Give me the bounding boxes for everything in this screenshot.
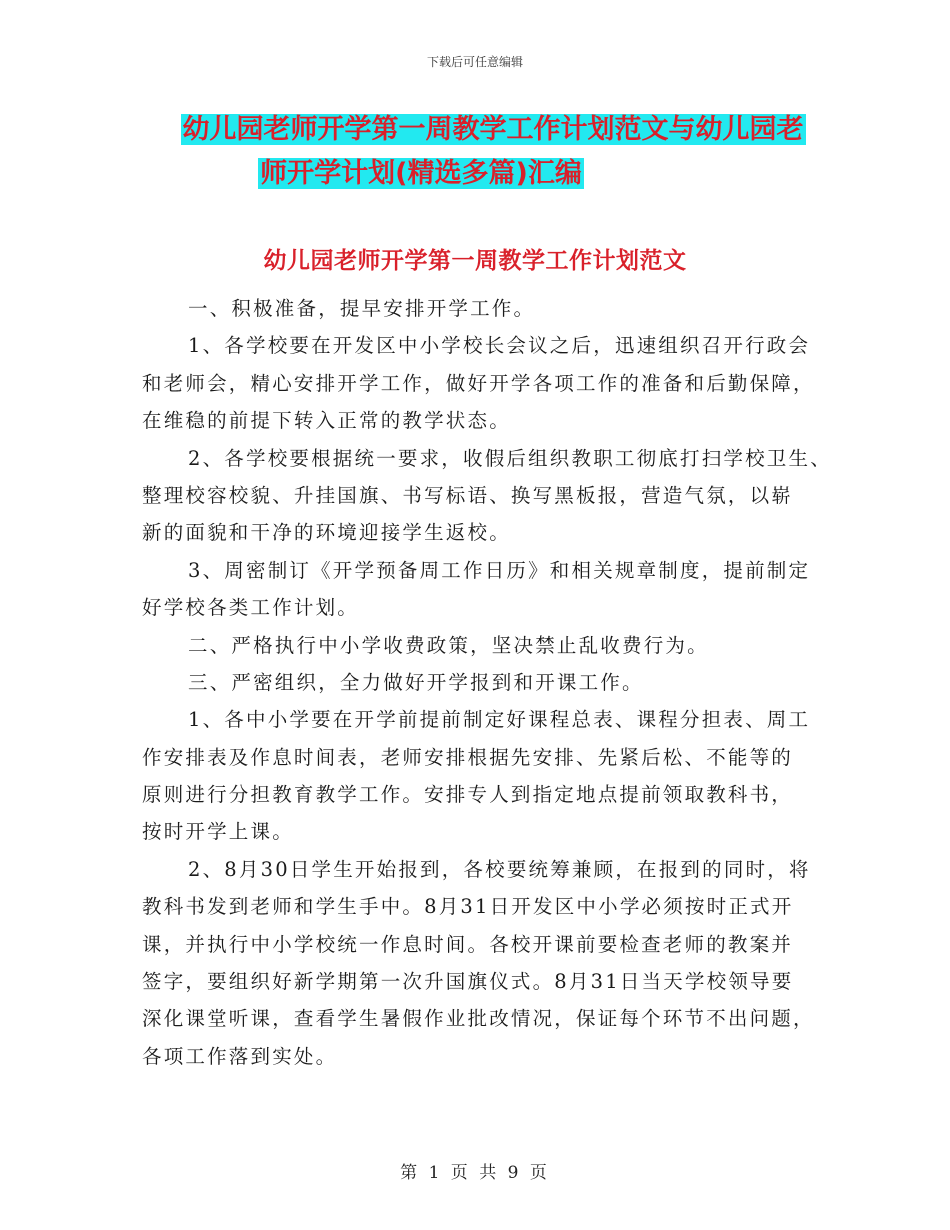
- paragraph-line: 整理校容校貌、升挂国旗、书写标语、换写黑板报，营造气氛，以崭: [142, 483, 794, 507]
- paragraph-line: 3、周密制订《开学预备周工作日历》和相关规章制度，提前制定: [188, 558, 811, 582]
- paragraph-line: 深化课堂听课，查看学生暑假作业批改情况，保证每个环节不出问题，: [142, 1007, 815, 1031]
- paragraph-line: 作安排表及作息时间表，老师安排根据先安排、先紧后松、不能等的: [142, 745, 794, 769]
- paragraph-line: 新的面貌和干净的环境迎接学生返校。: [142, 521, 511, 545]
- document-title-line-1: [18, 108, 950, 152]
- paragraph-line: 2、各学校要根据统一要求，收假后组织教职工彻底打扫学校卫生、: [188, 446, 832, 470]
- paragraph-line: 二、严格执行中小学收费政策，坚决禁止乱收费行为。: [188, 633, 709, 657]
- section-title: 幼儿园老师开学第一周教学工作计划范文: [263, 248, 687, 274]
- paragraph-line: 各项工作落到实处。: [142, 1044, 338, 1068]
- document-title-line-2: [0, 152, 896, 196]
- paragraph-line: 原则进行分担教育教学工作。安排专人到指定地点提前领取教科书，: [142, 783, 794, 807]
- paragraph-line: 2、8月30日学生开始报到，各校要统筹兼顾，在报到的同时，将: [188, 857, 811, 881]
- paragraph-line: 一、积极准备，提早安排开学工作。: [188, 297, 536, 320]
- title-highlight-1: 幼儿园老师开学第一周教学工作计划范文与幼儿园老: [182, 114, 804, 145]
- paragraph-line: 课，并执行中小学校统一作息时间。各校开课前要检查老师的教案并: [142, 932, 794, 956]
- paragraph-line: 签字，要组织好新学期第一次升国旗仪式。8月31日当天学校领导要: [142, 970, 794, 994]
- header-note: 下载后可任意编辑: [426, 55, 523, 69]
- title-highlight-2: 师开学计划(精选多篇)汇编: [260, 158, 582, 189]
- paragraph-line: 在维稳的前提下转入正常的教学状态。: [142, 409, 511, 433]
- paragraph-line: 三、严密组织，全力做好开学报到和开课工作。: [188, 670, 644, 694]
- paragraph-line: 和老师会，精心安排开学工作，做好开学各项工作的准备和后勤保障，: [142, 371, 815, 395]
- paragraph-line: 1、各中小学要在开学前提前制定好课程总表、课程分担表、周工: [188, 708, 811, 732]
- paragraph-line: 好学校各类工作计划。: [142, 596, 360, 620]
- document-body: [142, 290, 832, 1075]
- paragraph-line: 按时开学上课。: [142, 820, 294, 844]
- page-footer: 第 1 页 共 9 页: [400, 1163, 550, 1183]
- paragraph-line: 教科书发到老师和学生手中。8月31日开发区中小学必须按时正式开: [142, 895, 794, 919]
- paragraph-line: 1、各学校要在开发区中小学校长会议之后，迅速组织召开行政会: [188, 334, 811, 358]
